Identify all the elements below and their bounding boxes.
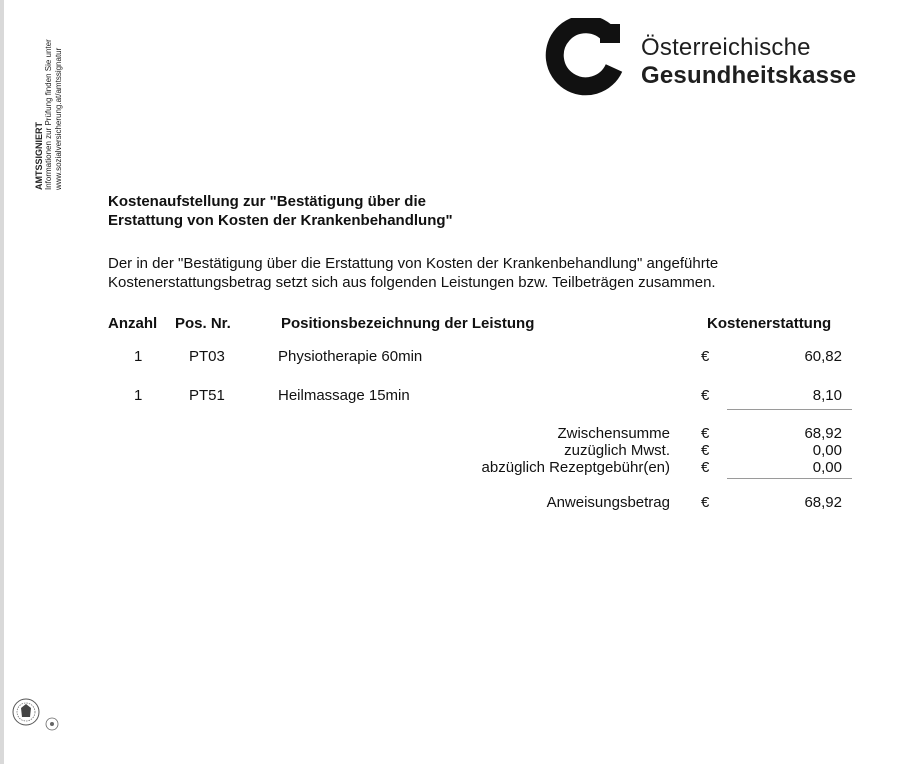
vat-currency: € xyxy=(701,442,710,459)
fee-value: 0,00 xyxy=(812,459,842,476)
signature-title: AMTSSIGNIERT xyxy=(34,121,44,190)
row-qty: 1 xyxy=(134,348,143,365)
fee-label: abzüglich Rezeptgebühr(en) xyxy=(481,459,670,476)
payout-currency: € xyxy=(701,494,710,511)
vat-label: zuzüglich Mwst. xyxy=(564,442,670,459)
row-description: Physiotherapie 60min xyxy=(278,348,423,365)
logo-wordmark xyxy=(641,34,856,90)
payout-divider xyxy=(727,478,852,479)
document-heading xyxy=(108,192,628,230)
subtotal-value: 68,92 xyxy=(804,425,842,442)
header-pos: Pos. Nr. xyxy=(175,315,231,332)
header-qty: Anzahl xyxy=(108,315,158,332)
row-qty: 1 xyxy=(134,387,143,404)
heading-line-1: Kostenaufstellung zur "Bestätigung über die xyxy=(108,193,426,210)
row-currency: € xyxy=(701,348,710,365)
row-pos: PT03 xyxy=(189,348,225,365)
logo-line-2: Gesundheitskasse xyxy=(641,62,857,89)
header-description: Positionsbezeichnung der Leistung xyxy=(281,315,535,332)
signature-seal-icon xyxy=(4,690,74,740)
subtotal-currency: € xyxy=(701,425,710,442)
header-amount: Kostenerstattung xyxy=(707,315,832,332)
intro-line-2: Kostenerstattungsbetrag setzt sich aus folgenden Leistungen bzw. Teilbeträgen zusammen. xyxy=(108,274,716,291)
vat-value: 0,00 xyxy=(812,442,842,459)
row-amount: 60,82 xyxy=(804,348,842,365)
row-currency: € xyxy=(701,387,710,404)
row-description: Heilmassage 15min xyxy=(278,387,410,404)
subtotal-label: Zwischensumme xyxy=(557,425,670,442)
subtotal-divider xyxy=(727,409,852,410)
row-amount: 8,10 xyxy=(812,387,842,404)
signature-line-1: Informationen zur Prüfung finden Sie unter xyxy=(44,39,53,190)
intro-line-1: Der in der "Bestätigung über die Erstattung von Kosten der Krankenbehandlung" angeführte xyxy=(108,255,719,272)
payout-value: 68,92 xyxy=(804,494,842,511)
oegk-logo-icon xyxy=(544,18,628,98)
row-pos: PT51 xyxy=(189,387,225,404)
logo-line-1: Österreichische xyxy=(641,34,811,61)
heading-line-2: Erstattung von Kosten der Krankenbehandlung" xyxy=(108,212,453,229)
page-left-edge xyxy=(0,0,4,764)
intro-paragraph xyxy=(108,254,828,292)
payout-label: Anweisungsbetrag xyxy=(546,494,670,511)
signature-line-2: www.sozialversicherung.at/amtssignatur xyxy=(54,47,63,190)
fee-currency: € xyxy=(701,459,710,476)
signature-text xyxy=(34,0,74,190)
